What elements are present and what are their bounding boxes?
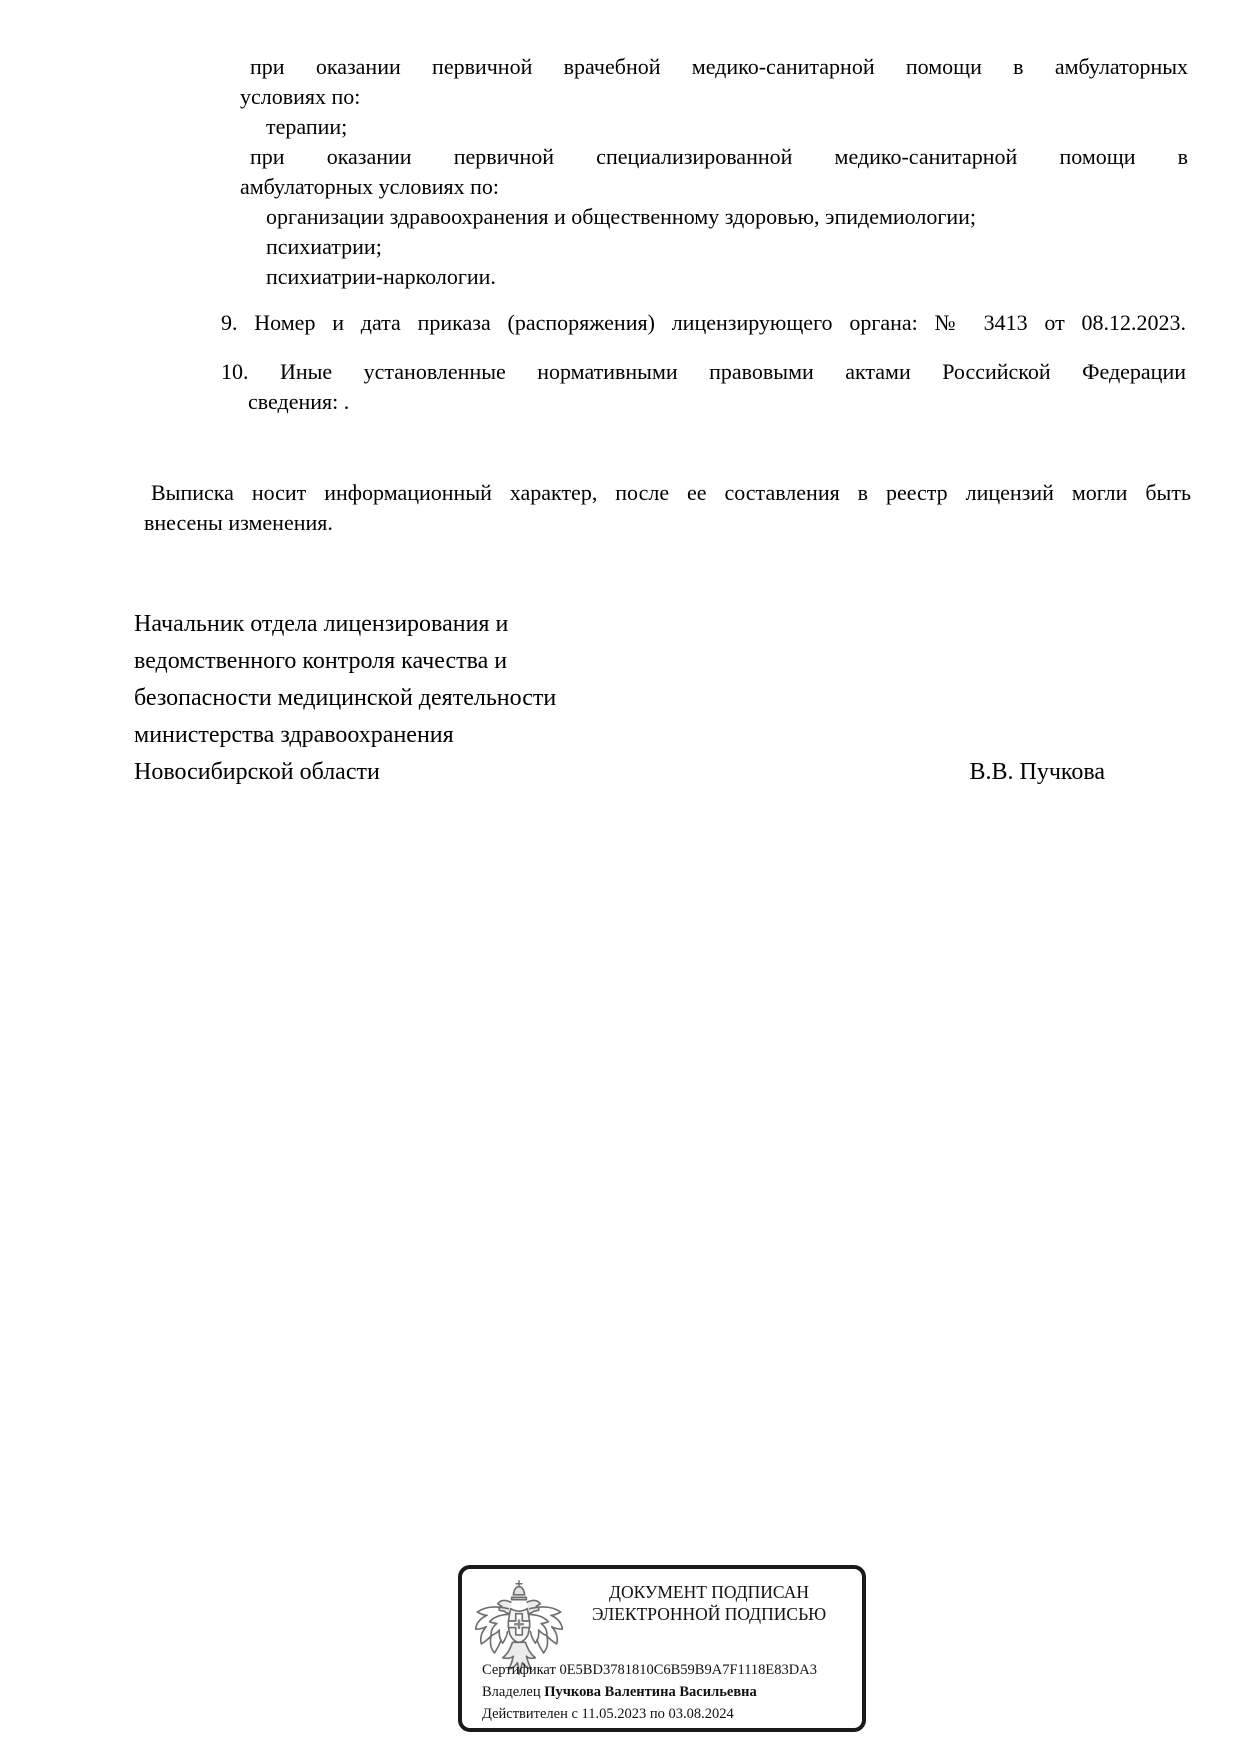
signatory-title-line: безопасности медицинской деятельности bbox=[134, 685, 557, 711]
certificate-value: 0E5BD3781810C6B59B9A7F1118E83DA3 bbox=[559, 1662, 817, 1678]
activity-line: условиях по: bbox=[240, 84, 361, 109]
activity-item: организации здравоохранения и общественному здоровью, эпидемиологии; bbox=[266, 204, 977, 229]
stamp-title-line: ДОКУМЕНТ ПОДПИСАН bbox=[609, 1582, 809, 1602]
disclaimer-line: Выписка носит информационный характер, после ее составления в реестр лицензий могли быть bbox=[151, 480, 1191, 505]
certificate-line bbox=[482, 1659, 817, 1681]
owner-name: Пучкова Валентина Васильевна bbox=[544, 1684, 757, 1700]
owner-line bbox=[482, 1681, 817, 1703]
activity-line: при оказании первичной специализированной медико-санитарной помощи в bbox=[250, 144, 1188, 169]
activity-line: амбулаторных условиях по: bbox=[240, 174, 500, 199]
signatory-row bbox=[134, 754, 1105, 791]
disclaimer-line: внесены изменения. bbox=[144, 510, 333, 535]
clause-9-order-number: 9. Номер и дата приказа (распоряжения) лицензирующего органа: № 3413 от 08.12.2023. bbox=[221, 310, 1186, 335]
validity-line: Действителен с 11.05.2023 по 03.08.2024 bbox=[482, 1706, 734, 1722]
clause-10-other-info-continued: сведения: . bbox=[248, 389, 350, 414]
clause-10-other-info: 10. Иные установленные нормативными правовыми актами Российской Федерации bbox=[221, 359, 1186, 384]
stamp-title-line: ЭЛЕКТРОННОЙ ПОДПИСЬЮ bbox=[591, 1604, 827, 1624]
signatory-title-line: Начальник отдела лицензирования и bbox=[134, 611, 509, 637]
license-activities-section bbox=[240, 52, 1188, 292]
activity-item: терапии; bbox=[266, 114, 348, 139]
electronic-signature-stamp bbox=[458, 1565, 866, 1732]
owner-label: Владелец bbox=[482, 1684, 541, 1700]
signatory-title-line: Новосибирской области bbox=[134, 759, 380, 785]
certificate-label: Сертификат bbox=[482, 1662, 556, 1678]
stamp-details bbox=[482, 1659, 817, 1725]
signatory-title-line: ведомственного контроля качества и bbox=[134, 648, 508, 674]
stamp-title bbox=[562, 1581, 856, 1625]
signatory-title-line: министерства здравоохранения bbox=[134, 722, 454, 748]
signature-block bbox=[134, 606, 1105, 791]
signatory-name: В.В. Пучкова bbox=[969, 759, 1105, 785]
activity-item: психиатрии; bbox=[266, 234, 382, 259]
disclaimer-paragraph bbox=[144, 478, 1191, 538]
activity-item: психиатрии-наркологии. bbox=[266, 264, 496, 289]
activity-line: при оказании первичной врачебной медико-санитарной помощи в амбулаторных bbox=[250, 54, 1188, 79]
